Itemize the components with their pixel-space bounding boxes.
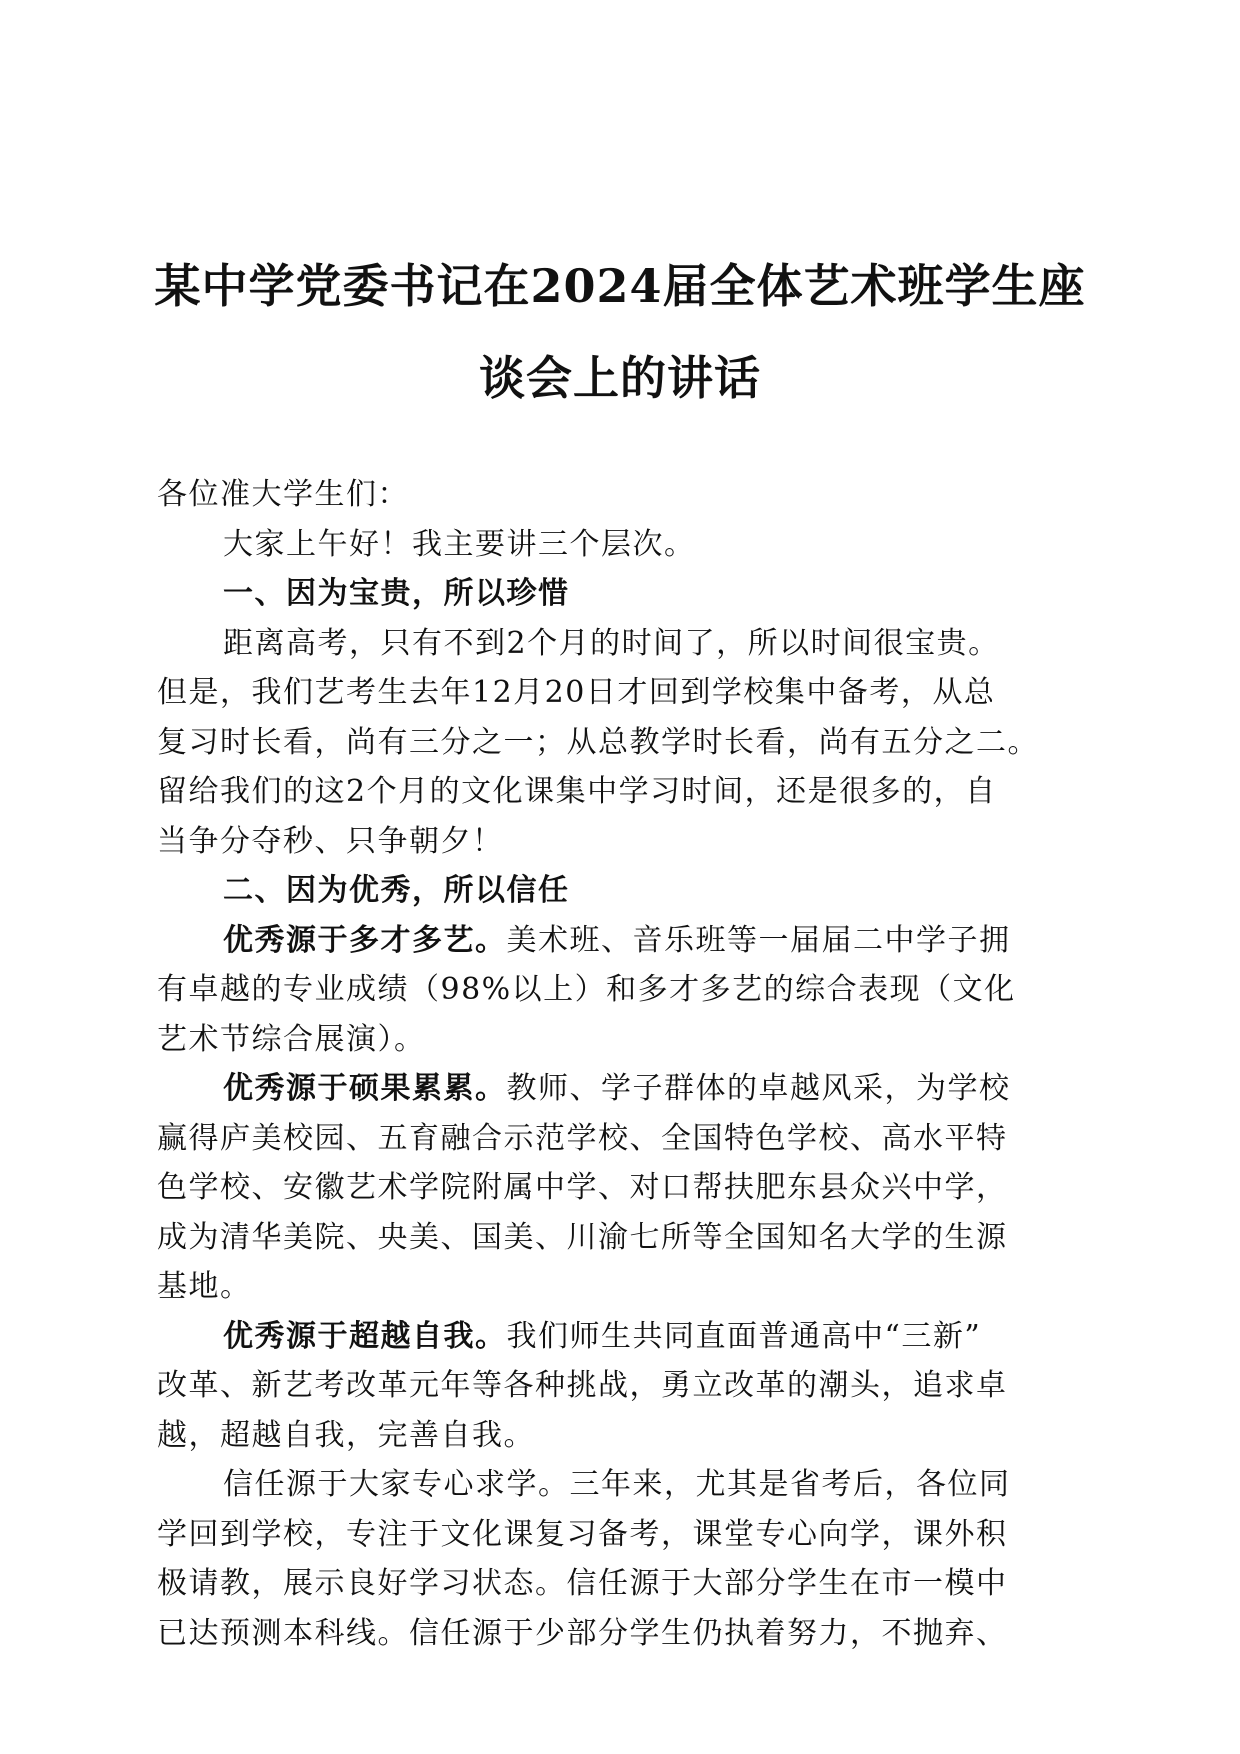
- paragraph-lead: 优秀源于硕果累累。: [223, 1071, 507, 1106]
- paragraph-line: 越，超越自我，完善自我。: [157, 1417, 535, 1453]
- paragraph-line: 成为清华美院、央美、国美、川渝七所等全国知名大学的生源: [157, 1219, 1008, 1255]
- section-1-heading: 一、因为宝贵，所以珍惜: [223, 576, 570, 611]
- self-paragraph: [157, 1312, 1087, 1461]
- paragraph-lead: 优秀源于多才多艺。: [223, 922, 507, 958]
- paragraph-lead: 优秀源于超越自我。: [223, 1318, 507, 1354]
- section-2-heading: 二、因为优秀，所以信任: [223, 873, 570, 908]
- paragraph-line: 复习时长看，尚有三分之一；从总教学时长看，尚有五分之二。: [157, 724, 1039, 760]
- paragraph-line: [157, 916, 1087, 966]
- paragraph-line: [157, 1064, 1087, 1114]
- paragraph-line: 信任源于大家专心求学。三年来，尤其是省考后，各位同: [223, 1467, 1011, 1502]
- section-1-paragraph: [157, 619, 1087, 867]
- paragraph-line: 赢得庐美校园、五育融合示范学校、全国特色学校、高水平特: [157, 1120, 1008, 1156]
- paragraph-text: 教师、学子群体的卓越风采，为学校: [506, 1071, 1011, 1106]
- paragraph-line: 当争分夺秒、只争朝夕！: [157, 823, 504, 859]
- opening-paragraph: 大家上午好！我主要讲三个层次。: [223, 526, 696, 562]
- paragraph-line: 有卓越的专业成绩（98%以上）和多才多艺的综合表现（文化: [157, 972, 1016, 1007]
- trust-paragraph: [157, 1460, 1087, 1658]
- paragraph-line: 已达预测本科线。信任源于少部分学生仍执着努力，不抛弃、: [157, 1615, 1008, 1651]
- paragraph-line: 改革、新艺考改革元年等各种挑战，勇立改革的潮头，追求卓: [157, 1368, 1008, 1403]
- paragraph-line: 距离高考，只有不到2个月的时间了，所以时间很宝贵。: [223, 625, 1000, 661]
- paragraph-line: 基地。: [157, 1269, 252, 1304]
- paragraph-line: 艺术节综合展演）。: [157, 1021, 426, 1057]
- paragraph-text: 我们师生共同直面普通高中“三新”: [506, 1318, 982, 1354]
- talent-paragraph: [157, 916, 1087, 1065]
- results-paragraph: [157, 1064, 1087, 1312]
- paragraph-line: 色学校、安徽艺术学院附属中学、对口帮扶肥东县众兴中学，: [157, 1170, 1008, 1205]
- paragraph-line: 但是，我们艺考生去年12月20日才回到学校集中备考，从总: [157, 675, 996, 710]
- paragraph-line: 留给我们的这2个月的文化课集中学习时间，还是很多的，自: [157, 774, 997, 809]
- paragraph-line: [157, 1312, 1087, 1362]
- document-title-line-2: 谈会上的讲话: [479, 351, 761, 405]
- paragraph-line: 学回到学校，专注于文化课复习备考，课堂专心向学，课外积: [157, 1516, 1008, 1552]
- document-body: [157, 470, 1087, 1658]
- salutation: 各位准大学生们：: [157, 477, 409, 512]
- paragraph-line: 极请教，展示良好学习状态。信任源于大部分学生在市一模中: [157, 1566, 1008, 1601]
- document-title-line-1: 某中学党委书记在2024届全体艺术班学生座: [154, 259, 1086, 313]
- paragraph-text: 美术班、音乐班等一届届二中学子拥: [506, 922, 1011, 958]
